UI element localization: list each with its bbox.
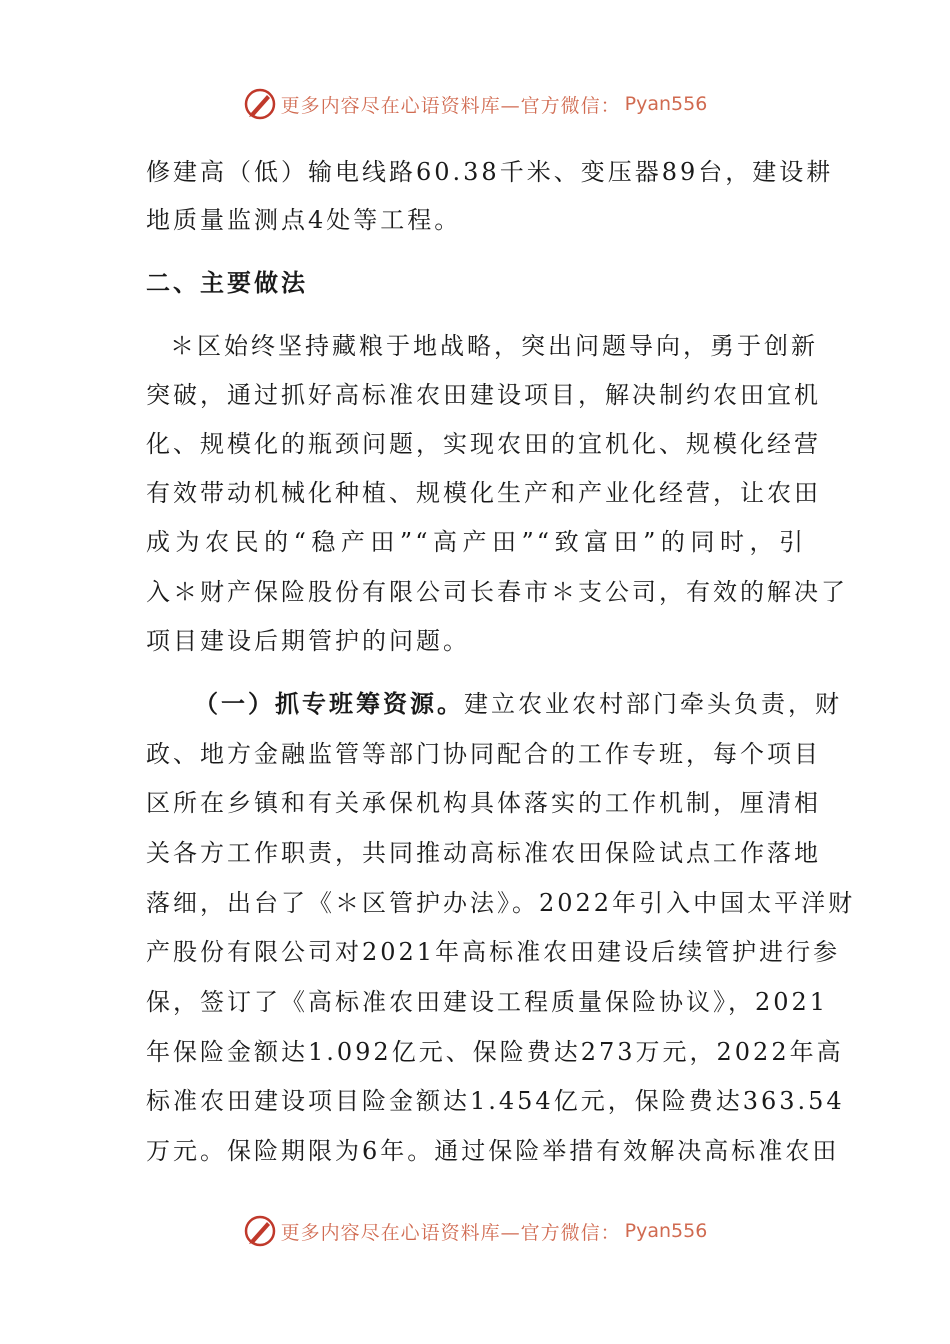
body-text-line: ＊区始终坚持藏粮于地战略，突出问题导向，勇于创新 xyxy=(170,332,818,360)
body-text-line: 入＊财产保险股份有限公司长春市＊支公司，有效的解决了 xyxy=(146,578,848,606)
body-text-line: 化、规模化的瓶颈问题，实现农田的宜机化、规模化经营 xyxy=(146,430,821,458)
body-text-fragment: 建立农业农村部门牵头负责，财 xyxy=(464,690,842,718)
body-text-line: 产股份有限公司对2021年高标准农田建设后续管护进行参 xyxy=(146,938,841,966)
body-text-line: 年保险金额达1.092亿元、保险费达273万元，2022年高 xyxy=(146,1038,844,1066)
banner-text: 更多内容尽在心语资料库—官方微信： xyxy=(280,94,621,117)
body-text-line: 项目建设后期管护的问题。 xyxy=(146,627,470,655)
body-text-line: 标准农田建设项目险金额达1.454亿元，保险费达363.54 xyxy=(146,1087,845,1115)
body-text-line: 落细，出台了《＊区管护办法》。2022年引入中国太平洋财 xyxy=(146,889,856,917)
pen-logo-icon xyxy=(243,1214,277,1248)
body-text-line: 区所在乡镇和有关承保机构具体落实的工作机制，厘清相 xyxy=(146,789,821,817)
body-text-line: 有效带动机械化种植、规模化生产和产业化经营，让农田 xyxy=(146,479,821,507)
body-text-line: 突破，通过抓好高标准农田建设项目，解决制约农田宜机 xyxy=(146,381,821,409)
body-text-line: 成为农民的“稳产田”“高产田”“致富田”的同时，引 xyxy=(146,528,806,556)
body-text-line: 关各方工作职责，共同推动高标准农田保险试点工作落地 xyxy=(146,839,821,867)
banner-text: 更多内容尽在心语资料库—官方微信： xyxy=(280,1221,621,1244)
subsection-heading: （一）抓专班筹资源。 xyxy=(194,690,464,718)
banner-wechat-id: Pyan556 xyxy=(624,93,708,115)
subsection-first-line xyxy=(194,689,842,719)
body-text-line: 政、地方金融监管等部门协同配合的工作专班，每个项目 xyxy=(146,740,821,768)
section-heading: 二、主要做法 xyxy=(146,269,308,297)
footer-watermark-banner xyxy=(0,1211,950,1251)
header-watermark-banner xyxy=(0,84,950,124)
banner-wechat-id: Pyan556 xyxy=(624,1220,708,1242)
body-text-line: 修建高（低）输电线路60.38千米、变压器89台，建设耕 xyxy=(146,158,834,186)
pen-logo-icon xyxy=(243,87,277,121)
body-text-line: 万元。保险期限为6年。通过保险举措有效解决高标准农田 xyxy=(146,1137,840,1165)
body-text-line: 地质量监测点4处等工程。 xyxy=(146,206,462,234)
body-text-line: 保，签订了《高标准农田建设工程质量保险协议》，2021 xyxy=(146,988,829,1016)
